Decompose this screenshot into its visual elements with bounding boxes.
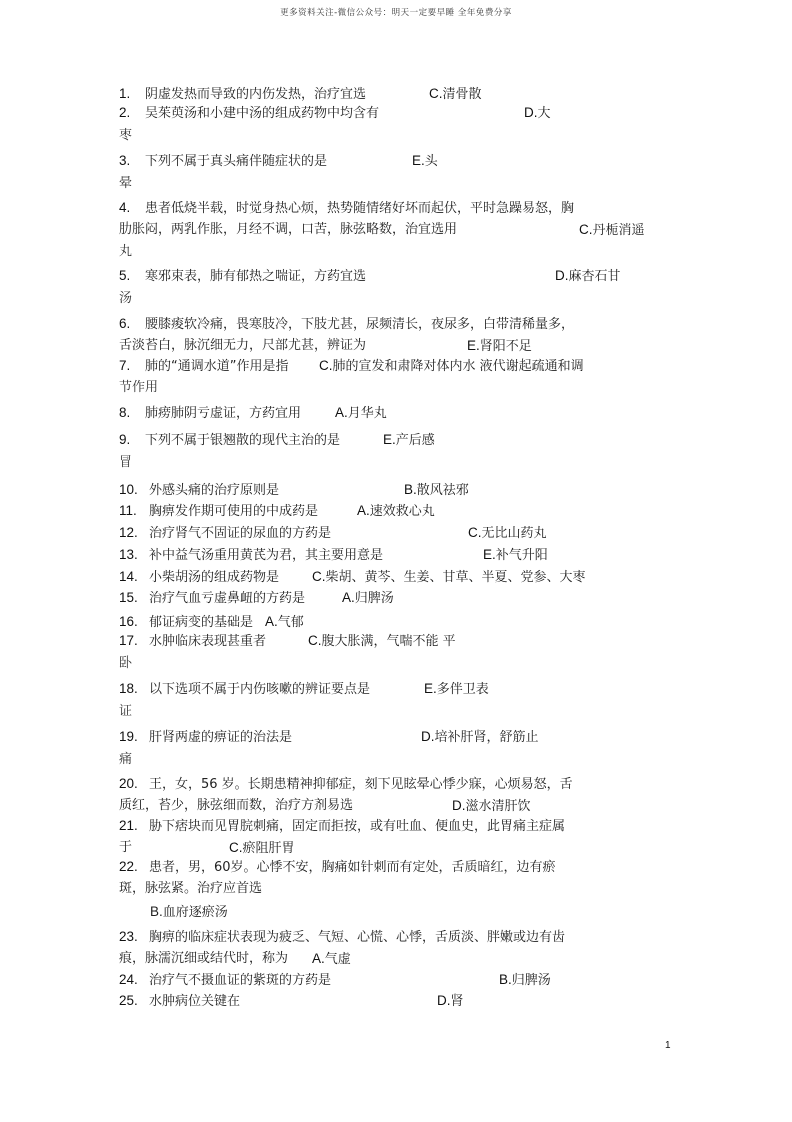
answer-continuation: 晕 [119,176,133,191]
question-20: 20. 王，女，56 岁。长期患精神抑郁症，刻下见眩晕心悸少寐，心烦易怒，舌 [119,776,573,792]
question-7: 7. 肺的“通调水道”作用是指 C.肺的宣发和肃降对体内水 液代谢起疏通和调 [119,358,584,374]
question-23-line-2: 痕，脉濡沉细或结代时，称为 A.气虚 [119,951,351,967]
question-text: 治疗肾气不固证的尿血的方药是 [149,526,332,541]
question-18: 18. 以下选项不属于内伤咳嗽的辨证要点是 E.多伴卫表 [119,681,489,697]
question-text: 肺的“通调水道”作用是指 [145,359,289,374]
question-22: 22. 患者，男，60岁。心悸不安，胸痛如针刺而有定处，舌质暗红，边有瘀 [119,859,556,875]
answer: E.多伴卫表 [424,681,489,697]
answer: D.大 [524,105,551,121]
question-text: 补中益气汤重用黄芪为君，其主要用意是 [149,548,384,563]
question-21: 21. 胁下痞块而见胃脘刺痛，固定而拒按，或有吐血、便血史，此胃痛主症属 [119,818,566,834]
answer: D.滋水清肝饮 [452,798,531,814]
answer: C.清骨散 [429,86,482,102]
question-2: 2. 吴茱萸汤和小建中汤的组成药物中均含有 D.大 [119,105,551,121]
answer-continuation: 痛 [119,752,133,767]
question-16: 16. 郁证病变的基础是 A.气郁 [119,614,304,630]
question-25: 25. 水肿病位关键在 D.肾 [119,993,464,1009]
answer: D.麻杏石甘 [555,268,621,284]
answer-continuation: 汤 [119,291,133,306]
question-text: 下列不属于真头痛伴随症状的是 [145,154,328,169]
answer: C.柴胡、黄芩、生姜、甘草、半夏、党参、大枣 [312,569,586,585]
question-text: 王，女，56 岁。长期患精神抑郁症，刻下见眩晕心悸少寐，心烦易怒，舌 [149,777,573,792]
question-10: 10. 外感头痛的治疗原则是 B.散风祛邪 [119,482,469,498]
answer-continuation: 节作用 [119,380,159,395]
question-5: 5. 寒邪束表，肺有郁热之喘证，方药宜选 D.麻杏石甘 [119,268,621,284]
question-text: 以下选项不属于内伤咳嗽的辨证要点是 [149,682,371,697]
question-text: 外感头痛的治疗原则是 [149,483,280,498]
question-14: 14. 小柴胡汤的组成药物是 C.柴胡、黄芩、生姜、甘草、半夏、党参、大枣 [119,569,586,585]
question-8: 8. 肺痨肺阴亏虚证，方药宜用 A.月华丸 [119,405,387,421]
question-12: 12. 治疗肾气不固证的尿血的方药是 C.无比山药丸 [119,525,547,541]
answer: C.腹大胀满，气喘不能 平 [308,633,456,649]
question-text: 腰膝痠软冷痛，畏寒肢冷，下肢尤甚，尿频清长，夜尿多，白带清稀量多， [145,317,575,332]
answer-continuation: 卧 [119,656,133,671]
answer: A.气虚 [312,951,351,967]
question-23: 23. 胸痹的临床症状表现为疲乏、气短、心慌、心悸，舌质淡、胖嫩或边有齿 [119,929,566,945]
question-text: 患者，男，60岁。心悸不安，胸痛如针刺而有定处，舌质暗红，边有瘀 [149,860,556,875]
question-text: 下列不属于银翘散的现代主治的是 [145,433,341,448]
question-text: 治疗气血亏虚鼻衄的方药是 [149,591,306,606]
answer: B.归脾汤 [499,972,551,988]
question-number: 1. [119,86,131,101]
answer: D.培补肝肾，舒筋止 [421,729,539,745]
answer: A.月华丸 [335,405,387,421]
answer: B.散风祛邪 [404,482,469,498]
answer-continuation: 冒 [119,455,133,470]
question-15: 15. 治疗气血亏虚鼻衄的方药是 A.归脾汤 [119,590,394,606]
answer: C.瘀阻肝胃 [229,840,295,856]
question-4-line-2: 肋胀闷，两乳作胀，月经不调，口苦，脉弦略数，治宜选用 C.丹栀消遥 [119,222,645,238]
question-13: 13. 补中益气汤重用黄芪为君，其主要用意是 E.补气升阳 [119,547,548,563]
answer: C.丹栀消遥 [579,222,645,238]
page-number: 1 [665,1040,671,1051]
answer: B.血府逐瘀汤 [150,904,228,920]
question-text: 患者低烧半载，时觉身热心烦，热势随情绪好坏而起伏，平时急躁易怒，胸 [145,201,575,216]
answer: C.肺的宣发和肃降对体内水 液代谢起疏通和调 [319,358,584,374]
question-text: 治疗气不摄血证的紫斑的方药是 [149,973,332,988]
question-text: 吴茱萸汤和小建中汤的组成药物中均含有 [145,106,380,121]
page-header: 更多资料关注-微信公众号：明天一定要早睡 全年免费分享 [280,8,512,18]
answer-continuation: 枣 [119,128,133,143]
question-19: 19. 肝肾两虚的痹证的治法是 D.培补肝肾，舒筋止 [119,729,539,745]
answer: E.头 [412,153,438,169]
answer-continuation: 丸 [119,244,133,259]
question-text: 胸痹的临床症状表现为疲乏、气短、心慌、心悸，舌质淡、胖嫩或边有齿 [149,930,566,945]
question-22-line-2: 斑，脉弦紧。治疗应首选 [119,881,263,896]
question-20-line-2: 质红，苔少，脉弦细而数，治疗方剂易选 D.滋水清肝饮 [119,798,531,814]
question-text: 水肿病位关键在 [149,994,241,1009]
answer: E.产后感 [383,432,435,448]
question-24: 24. 治疗气不摄血证的紫斑的方药是 B.归脾汤 [119,972,551,988]
question-9: 9. 下列不属于银翘散的现代主治的是 E.产后感 [119,432,435,448]
question-6-line-2: 舌淡苔白，脉沉细无力，尺部尤甚，辨证为 E.肾阳不足 [119,338,532,354]
answer: E.补气升阳 [483,547,548,563]
question-text: 肺痨肺阴亏虚证，方药宜用 [145,406,302,421]
question-text: 胁下痞块而见胃脘刺痛，固定而拒按，或有吐血、便血史，此胃痛主症属 [149,819,566,834]
question-21-line-2: 于 C.瘀阻肝胃 [119,840,295,856]
question-11: 11. 胸痹发作期可使用的中成药是 A.速效救心丸 [119,503,435,519]
answer: A.归脾汤 [342,590,394,606]
question-text: 水肿临床表现甚重者 [149,634,267,649]
question-4: 4. 患者低烧半载，时觉身热心烦，热势随情绪好坏而起伏，平时急躁易怒，胸 [119,200,575,216]
question-17: 17. 水肿临床表现甚重者 C.腹大胀满，气喘不能 平 [119,633,456,649]
answer: E.肾阳不足 [467,338,532,354]
question-text: 小柴胡汤的组成药物是 [149,570,280,585]
question-text: 胸痹发作期可使用的中成药是 [149,504,319,519]
answer: A.气郁 [265,614,304,630]
question-text: 肝肾两虚的痹证的治法是 [149,730,293,745]
question-text: 阴虚发热而导致的内伤发热，治疗宜选 [145,87,367,102]
answer: D.肾 [437,993,464,1009]
answer: A.速效救心丸 [357,503,435,519]
answer: C.无比山药丸 [468,525,547,541]
question-1 [119,86,482,103]
question-6: 6. 腰膝痠软冷痛，畏寒肢冷，下肢尤甚，尿频清长，夜尿多，白带清稀量多， [119,316,575,332]
question-text: 郁证病变的基础是 [149,615,254,630]
answer-continuation: 证 [119,704,133,719]
question-3: 3. 下列不属于真头痛伴随症状的是 E.头 [119,153,438,169]
question-text: 寒邪束表，肺有郁热之喘证，方药宜选 [145,269,367,284]
